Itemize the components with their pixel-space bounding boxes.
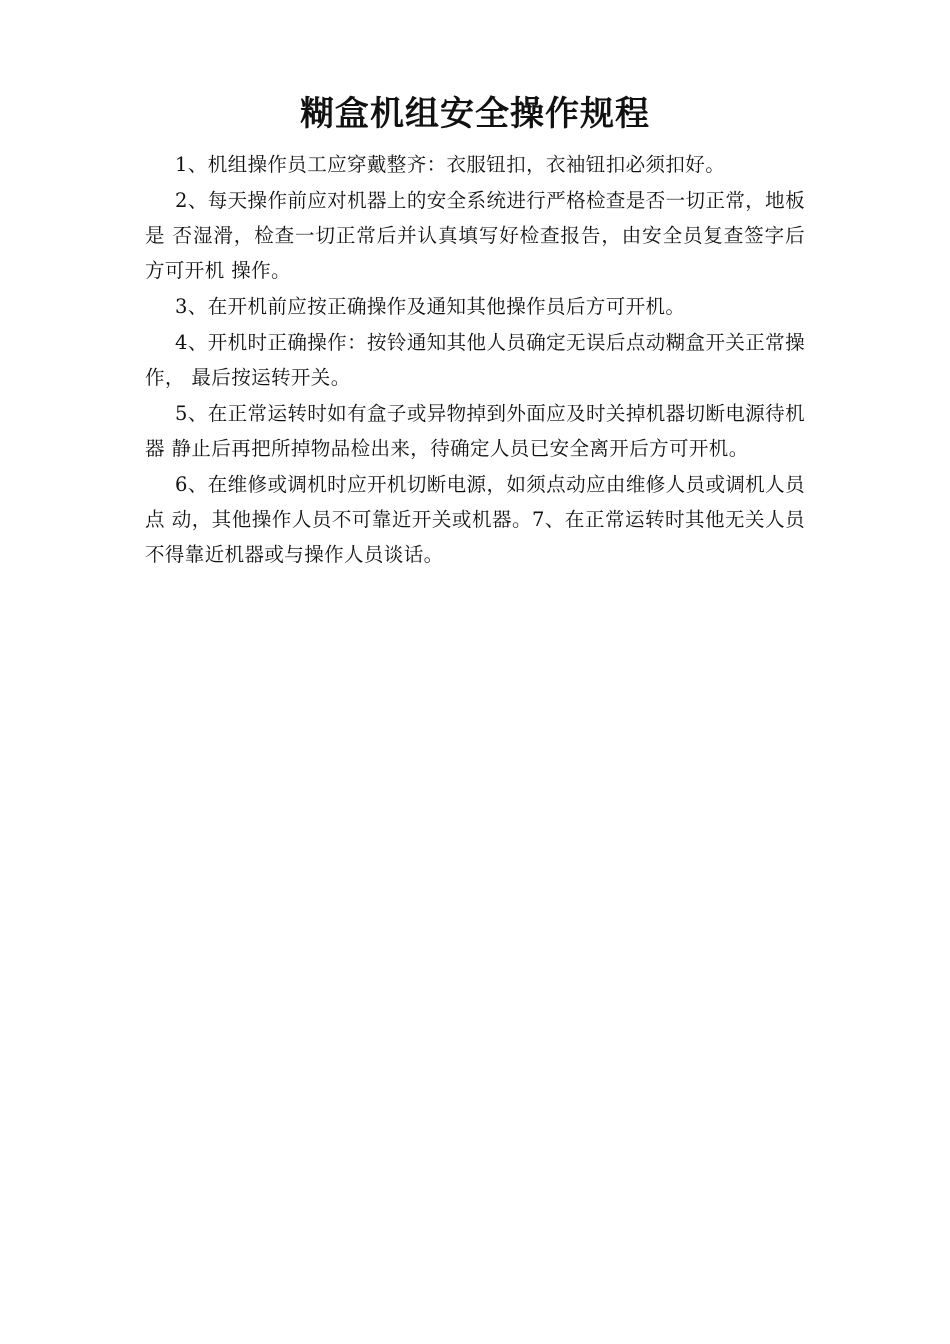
rule-paragraph-1: 1、机组操作员工应穿戴整齐：衣服钮扣，衣袖钮扣必须扣好。 [175, 153, 726, 176]
rule-paragraph-2: 2、每天操作前应对机器上的安全系统进行严格检查是否一切正常，地板是 否湿滑，检查一切正常后并认真填写好检查报告，由安全员复查签字后方可开机 操作。 [145, 189, 805, 282]
document-body [145, 147, 805, 573]
rule-paragraph-6: 6、在维修或调机时应开机切断电源，如须点动应由维修人员或调机人员点 动，其他操作人员不可靠近开关或机器。7、在正常运转时其他无关人员不得靠近机器或与操作人员谈话。 [145, 473, 805, 566]
document-title: 糊盒机组安全操作规程 [300, 94, 650, 134]
rule-paragraph-3: 3、在开机前应按正确操作及通知其他操作员后方可开机。 [175, 295, 686, 318]
rule-paragraph-4: 4、开机时正确操作：按铃通知其他人员确定无误后点动糊盒开关正常操作， 最后按运转开关。 [145, 331, 805, 389]
rule-paragraph-5: 5、在正常运转时如有盒子或异物掉到外面应及时关掉机器切断电源待机器 静止后再把所掉物品检出来，待确定人员已安全离开后方可开机。 [145, 402, 805, 460]
